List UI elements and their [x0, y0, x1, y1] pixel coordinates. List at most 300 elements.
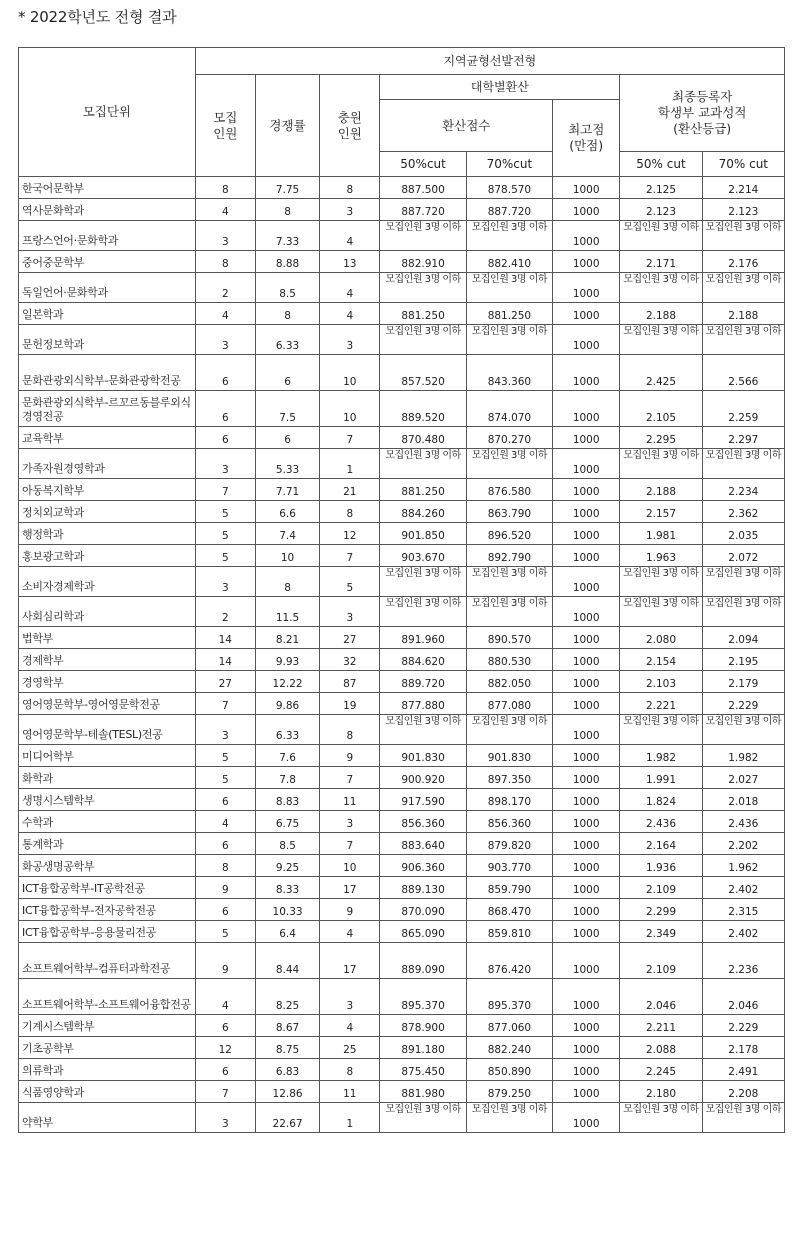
unit-name: 문화관광외식학부-문화관광학전공: [19, 355, 196, 391]
max-score-cell: 1000: [553, 567, 620, 597]
quota-cell: 6: [195, 1015, 255, 1037]
score-cut70-cell: 895.370: [466, 979, 552, 1015]
grade-cut70-cell: 2.234: [702, 479, 784, 501]
grade-cut50-cell: 2.157: [620, 501, 702, 523]
table-row: [19, 251, 785, 273]
max-score-cell: 1000: [553, 767, 620, 789]
unit-name: 문헌정보학과: [19, 325, 196, 355]
competition-cell: 7.8: [255, 767, 319, 789]
score-cut50-cell: 889.130: [380, 877, 466, 899]
quota-cell: 7: [195, 693, 255, 715]
score-cut70-cell: 859.790: [466, 877, 552, 899]
table-row: [19, 877, 785, 899]
table-row: [19, 501, 785, 523]
table-row: [19, 979, 785, 1015]
header-cut50: 50%cut: [380, 152, 466, 177]
unit-name: ICT융합공학부-IT공학전공: [19, 877, 196, 899]
grade-cut70-cell: 2.491: [702, 1059, 784, 1081]
score-cut50-cell: 881.250: [380, 479, 466, 501]
max-score-cell: 1000: [553, 649, 620, 671]
quota-cell: 14: [195, 627, 255, 649]
unit-name: 화학과: [19, 767, 196, 789]
additional-cell: 11: [320, 1081, 380, 1103]
grade-cut50-cell: 2.188: [620, 303, 702, 325]
grade-cut70-cell: 2.027: [702, 767, 784, 789]
grade-cut50-cell: 2.180: [620, 1081, 702, 1103]
additional-cell: 7: [320, 427, 380, 449]
max-score-cell: 1000: [553, 355, 620, 391]
competition-cell: 8.5: [255, 833, 319, 855]
unit-name: 통계학과: [19, 833, 196, 855]
additional-cell: 12: [320, 523, 380, 545]
grade-cut50-cell: 모집인원 3명 이하: [620, 567, 702, 597]
grade-cut50-cell: 2.088: [620, 1037, 702, 1059]
additional-cell: 9: [320, 899, 380, 921]
quota-cell: 4: [195, 303, 255, 325]
additional-cell: 32: [320, 649, 380, 671]
grade-cut70-cell: 2.402: [702, 921, 784, 943]
score-cut70-cell: 897.350: [466, 767, 552, 789]
score-cut50-cell: 865.090: [380, 921, 466, 943]
score-cut70-cell: 모집인원 3명 이하: [466, 221, 552, 251]
competition-cell: 8: [255, 567, 319, 597]
table-row: [19, 899, 785, 921]
table-row: [19, 303, 785, 325]
max-score-cell: 1000: [553, 745, 620, 767]
grade-cut50-cell: 2.188: [620, 479, 702, 501]
grade-cut50-cell: 2.109: [620, 877, 702, 899]
competition-cell: 7.75: [255, 177, 319, 199]
competition-cell: 6.33: [255, 715, 319, 745]
grade-cut70-cell: 2.018: [702, 789, 784, 811]
quota-cell: 3: [195, 567, 255, 597]
grade-cut50-cell: 1.824: [620, 789, 702, 811]
grade-cut70-cell: 2.402: [702, 877, 784, 899]
additional-cell: 87: [320, 671, 380, 693]
unit-name: 아동복지학부: [19, 479, 196, 501]
max-score-cell: 1000: [553, 325, 620, 355]
competition-cell: 8.33: [255, 877, 319, 899]
grade-cut70-cell: 모집인원 3명 이하: [702, 567, 784, 597]
grade-cut70-cell: 2.195: [702, 649, 784, 671]
score-cut50-cell: 875.450: [380, 1059, 466, 1081]
additional-cell: 10: [320, 391, 380, 427]
unit-name: 영어영문학부-테솔(TESL)전공: [19, 715, 196, 745]
additional-cell: 8: [320, 715, 380, 745]
max-score-cell: 1000: [553, 251, 620, 273]
additional-cell: 9: [320, 745, 380, 767]
quota-cell: 4: [195, 811, 255, 833]
admission-results-table: [18, 47, 785, 1133]
unit-name: 행정학과: [19, 523, 196, 545]
score-cut70-cell: 모집인원 3명 이하: [466, 449, 552, 479]
competition-cell: 8: [255, 303, 319, 325]
table-row: [19, 325, 785, 355]
quota-cell: 6: [195, 899, 255, 921]
grade-cut50-cell: 2.221: [620, 693, 702, 715]
quota-cell: 14: [195, 649, 255, 671]
score-cut70-cell: 모집인원 3명 이하: [466, 567, 552, 597]
competition-cell: 9.93: [255, 649, 319, 671]
score-cut50-cell: 889.090: [380, 943, 466, 979]
competition-cell: 8.21: [255, 627, 319, 649]
score-cut70-cell: 모집인원 3명 이하: [466, 715, 552, 745]
quota-cell: 6: [195, 1059, 255, 1081]
grade-cut50-cell: 모집인원 3명 이하: [620, 221, 702, 251]
score-cut50-cell: 870.480: [380, 427, 466, 449]
table-row: [19, 177, 785, 199]
additional-cell: 1: [320, 1103, 380, 1133]
additional-cell: 11: [320, 789, 380, 811]
max-score-cell: 1000: [553, 545, 620, 567]
score-cut50-cell: 모집인원 3명 이하: [380, 715, 466, 745]
max-score-cell: 1000: [553, 221, 620, 251]
competition-cell: 6.75: [255, 811, 319, 833]
competition-cell: 8.44: [255, 943, 319, 979]
competition-cell: 7.6: [255, 745, 319, 767]
competition-cell: 8.75: [255, 1037, 319, 1059]
score-cut50-cell: 891.180: [380, 1037, 466, 1059]
header-grade-cut50: 50% cut: [620, 152, 702, 177]
unit-name: 경제학부: [19, 649, 196, 671]
table-row: [19, 355, 785, 391]
score-cut70-cell: 892.790: [466, 545, 552, 567]
additional-cell: 8: [320, 501, 380, 523]
unit-name: 미디어학부: [19, 745, 196, 767]
competition-cell: 5.33: [255, 449, 319, 479]
table-row: [19, 671, 785, 693]
table-row: [19, 391, 785, 427]
competition-cell: 6.33: [255, 325, 319, 355]
competition-cell: 6: [255, 427, 319, 449]
competition-cell: 6.6: [255, 501, 319, 523]
quota-cell: 5: [195, 921, 255, 943]
quota-cell: 9: [195, 877, 255, 899]
score-cut70-cell: 859.810: [466, 921, 552, 943]
score-cut70-cell: 877.080: [466, 693, 552, 715]
score-cut50-cell: 모집인원 3명 이하: [380, 567, 466, 597]
competition-cell: 9.25: [255, 855, 319, 877]
quota-cell: 5: [195, 501, 255, 523]
grade-cut50-cell: 모집인원 3명 이하: [620, 1103, 702, 1133]
grade-cut70-cell: 2.094: [702, 627, 784, 649]
table-row: [19, 767, 785, 789]
quota-cell: 6: [195, 355, 255, 391]
score-cut50-cell: 모집인원 3명 이하: [380, 221, 466, 251]
unit-name: 가족자원경영학과: [19, 449, 196, 479]
max-score-cell: 1000: [553, 877, 620, 899]
quota-cell: 9: [195, 943, 255, 979]
score-cut50-cell: 901.830: [380, 745, 466, 767]
quota-cell: 7: [195, 1081, 255, 1103]
competition-cell: 8.25: [255, 979, 319, 1015]
table-row: [19, 1081, 785, 1103]
table-row: [19, 523, 785, 545]
quota-cell: 6: [195, 391, 255, 427]
unit-name: 문화관광외식학부-르꼬르동블루외식경영전공: [19, 391, 196, 427]
grade-cut70-cell: 2.176: [702, 251, 784, 273]
score-cut70-cell: 874.070: [466, 391, 552, 427]
unit-name: 생명시스템학부: [19, 789, 196, 811]
additional-cell: 7: [320, 833, 380, 855]
grade-cut50-cell: 1.982: [620, 745, 702, 767]
grade-cut50-cell: 모집인원 3명 이하: [620, 597, 702, 627]
table-row: [19, 649, 785, 671]
quota-cell: 3: [195, 715, 255, 745]
grade-cut70-cell: 2.259: [702, 391, 784, 427]
quota-cell: 8: [195, 855, 255, 877]
grade-cut70-cell: 2.179: [702, 671, 784, 693]
score-cut50-cell: 891.960: [380, 627, 466, 649]
grade-cut70-cell: 모집인원 3명 이하: [702, 325, 784, 355]
additional-cell: 3: [320, 979, 380, 1015]
grade-cut70-cell: 2.035: [702, 523, 784, 545]
max-score-cell: 1000: [553, 789, 620, 811]
quota-cell: 7: [195, 479, 255, 501]
grade-cut50-cell: 2.425: [620, 355, 702, 391]
score-cut70-cell: 모집인원 3명 이하: [466, 325, 552, 355]
score-cut70-cell: 901.830: [466, 745, 552, 767]
score-cut50-cell: 895.370: [380, 979, 466, 1015]
grade-cut50-cell: 모집인원 3명 이하: [620, 449, 702, 479]
max-score-cell: 1000: [553, 1059, 620, 1081]
header-final-reg: 최종등록자 학생부 교과성적 (환산등급): [620, 75, 785, 152]
grade-cut70-cell: 1.982: [702, 745, 784, 767]
additional-cell: 4: [320, 303, 380, 325]
table-row: [19, 693, 785, 715]
max-score-cell: 1000: [553, 1081, 620, 1103]
additional-cell: 21: [320, 479, 380, 501]
competition-cell: 12.22: [255, 671, 319, 693]
grade-cut70-cell: 2.229: [702, 693, 784, 715]
unit-name: ICT융합공학부-전자공학전공: [19, 899, 196, 921]
table-row: [19, 479, 785, 501]
score-cut50-cell: 889.720: [380, 671, 466, 693]
grade-cut70-cell: 2.202: [702, 833, 784, 855]
competition-cell: 6.83: [255, 1059, 319, 1081]
max-score-cell: 1000: [553, 501, 620, 523]
table-row: [19, 567, 785, 597]
additional-cell: 1: [320, 449, 380, 479]
additional-cell: 3: [320, 199, 380, 221]
grade-cut70-cell: 모집인원 3명 이하: [702, 715, 784, 745]
competition-cell: 8.67: [255, 1015, 319, 1037]
score-cut70-cell: 882.050: [466, 671, 552, 693]
score-cut50-cell: 모집인원 3명 이하: [380, 1103, 466, 1133]
table-row: [19, 221, 785, 251]
grade-cut50-cell: 2.105: [620, 391, 702, 427]
unit-name: 독일언어·문화학과: [19, 273, 196, 303]
max-score-cell: 1000: [553, 449, 620, 479]
table-row: [19, 943, 785, 979]
quota-cell: 3: [195, 449, 255, 479]
grade-cut70-cell: 2.436: [702, 811, 784, 833]
score-cut50-cell: 883.640: [380, 833, 466, 855]
grade-cut50-cell: 2.171: [620, 251, 702, 273]
max-score-cell: 1000: [553, 199, 620, 221]
grade-cut70-cell: 2.178: [702, 1037, 784, 1059]
competition-cell: 12.86: [255, 1081, 319, 1103]
table-row: [19, 427, 785, 449]
quota-cell: 3: [195, 325, 255, 355]
additional-cell: 17: [320, 877, 380, 899]
table-row: [19, 273, 785, 303]
grade-cut50-cell: 1.963: [620, 545, 702, 567]
quota-cell: 5: [195, 523, 255, 545]
score-cut70-cell: 890.570: [466, 627, 552, 649]
table-body: [19, 177, 785, 1133]
score-cut50-cell: 881.250: [380, 303, 466, 325]
score-cut50-cell: 887.500: [380, 177, 466, 199]
unit-name: 의류학과: [19, 1059, 196, 1081]
score-cut70-cell: 880.530: [466, 649, 552, 671]
grade-cut70-cell: 2.046: [702, 979, 784, 1015]
unit-name: 기계시스템학부: [19, 1015, 196, 1037]
unit-name: 일본학과: [19, 303, 196, 325]
table-row: [19, 921, 785, 943]
header-max-score: 최고점 (만점): [553, 100, 620, 177]
header-cut70: 70%cut: [466, 152, 552, 177]
unit-name: 소프트웨어학부-컴퓨터과학전공: [19, 943, 196, 979]
additional-cell: 8: [320, 1059, 380, 1081]
competition-cell: 11.5: [255, 597, 319, 627]
grade-cut70-cell: 2.566: [702, 355, 784, 391]
score-cut70-cell: 882.410: [466, 251, 552, 273]
max-score-cell: 1000: [553, 943, 620, 979]
unit-name: 소프트웨어학부-소프트웨어융합전공: [19, 979, 196, 1015]
additional-cell: 19: [320, 693, 380, 715]
table-row: [19, 627, 785, 649]
table-row: [19, 715, 785, 745]
grade-cut70-cell: 2.208: [702, 1081, 784, 1103]
table-row: [19, 545, 785, 567]
grade-cut50-cell: 1.981: [620, 523, 702, 545]
unit-name: 프랑스언어·문화학과: [19, 221, 196, 251]
grade-cut50-cell: 2.109: [620, 943, 702, 979]
unit-name: 기초공학부: [19, 1037, 196, 1059]
additional-cell: 4: [320, 221, 380, 251]
max-score-cell: 1000: [553, 715, 620, 745]
unit-name: 식품영양학과: [19, 1081, 196, 1103]
max-score-cell: 1000: [553, 427, 620, 449]
grade-cut50-cell: 2.125: [620, 177, 702, 199]
score-cut50-cell: 모집인원 3명 이하: [380, 325, 466, 355]
score-cut70-cell: 878.570: [466, 177, 552, 199]
max-score-cell: 1000: [553, 391, 620, 427]
grade-cut50-cell: 모집인원 3명 이하: [620, 715, 702, 745]
max-score-cell: 1000: [553, 523, 620, 545]
score-cut70-cell: 850.890: [466, 1059, 552, 1081]
quota-cell: 5: [195, 545, 255, 567]
quota-cell: 12: [195, 1037, 255, 1059]
grade-cut50-cell: 2.046: [620, 979, 702, 1015]
max-score-cell: 1000: [553, 833, 620, 855]
score-cut70-cell: 879.820: [466, 833, 552, 855]
header-grade-cut70: 70% cut: [702, 152, 784, 177]
score-cut50-cell: 857.520: [380, 355, 466, 391]
grade-cut70-cell: 모집인원 3명 이하: [702, 597, 784, 627]
grade-cut50-cell: 1.991: [620, 767, 702, 789]
score-cut50-cell: 모집인원 3명 이하: [380, 449, 466, 479]
header-quota: 모집 인원: [195, 75, 255, 177]
header-unit: 모집단위: [19, 48, 196, 177]
score-cut50-cell: 877.880: [380, 693, 466, 715]
quota-cell: 3: [195, 1103, 255, 1133]
max-score-cell: 1000: [553, 303, 620, 325]
score-cut50-cell: 901.850: [380, 523, 466, 545]
grade-cut70-cell: 2.214: [702, 177, 784, 199]
unit-name: 소비자경제학과: [19, 567, 196, 597]
competition-cell: 10.33: [255, 899, 319, 921]
competition-cell: 10: [255, 545, 319, 567]
score-cut70-cell: 896.520: [466, 523, 552, 545]
max-score-cell: 1000: [553, 671, 620, 693]
additional-cell: 10: [320, 855, 380, 877]
table-row: [19, 789, 785, 811]
quota-cell: 5: [195, 767, 255, 789]
quota-cell: 6: [195, 427, 255, 449]
header-additional: 충원 인원: [320, 75, 380, 177]
competition-cell: 8.5: [255, 273, 319, 303]
score-cut50-cell: 870.090: [380, 899, 466, 921]
grade-cut50-cell: 모집인원 3명 이하: [620, 325, 702, 355]
competition-cell: 6.4: [255, 921, 319, 943]
max-score-cell: 1000: [553, 899, 620, 921]
unit-name: 수학과: [19, 811, 196, 833]
score-cut50-cell: 884.620: [380, 649, 466, 671]
score-cut50-cell: 878.900: [380, 1015, 466, 1037]
grade-cut70-cell: 모집인원 3명 이하: [702, 273, 784, 303]
table-row: [19, 199, 785, 221]
grade-cut70-cell: 모집인원 3명 이하: [702, 1103, 784, 1133]
unit-name: 사회심리학과: [19, 597, 196, 627]
competition-cell: 22.67: [255, 1103, 319, 1133]
additional-cell: 3: [320, 325, 380, 355]
header-group: 지역균형선발전형: [195, 48, 784, 75]
max-score-cell: 1000: [553, 811, 620, 833]
quota-cell: 6: [195, 833, 255, 855]
max-score-cell: 1000: [553, 1103, 620, 1133]
additional-cell: 4: [320, 1015, 380, 1037]
additional-cell: 7: [320, 545, 380, 567]
score-cut50-cell: 887.720: [380, 199, 466, 221]
grade-cut70-cell: 2.297: [702, 427, 784, 449]
score-cut70-cell: 870.270: [466, 427, 552, 449]
quota-cell: 4: [195, 979, 255, 1015]
competition-cell: 8: [255, 199, 319, 221]
competition-cell: 8.83: [255, 789, 319, 811]
competition-cell: 9.86: [255, 693, 319, 715]
table-row: [19, 449, 785, 479]
grade-cut70-cell: 2.072: [702, 545, 784, 567]
table-row: [19, 1037, 785, 1059]
table-row: [19, 833, 785, 855]
grade-cut50-cell: 2.349: [620, 921, 702, 943]
score-cut70-cell: 876.420: [466, 943, 552, 979]
score-cut50-cell: 906.360: [380, 855, 466, 877]
table-row: [19, 811, 785, 833]
table-row: [19, 745, 785, 767]
max-score-cell: 1000: [553, 1037, 620, 1059]
quota-cell: 2: [195, 597, 255, 627]
score-cut50-cell: 모집인원 3명 이하: [380, 597, 466, 627]
grade-cut70-cell: 2.123: [702, 199, 784, 221]
table-row: [19, 597, 785, 627]
header-univ-conv: 대학별환산: [380, 75, 620, 100]
grade-cut70-cell: 1.962: [702, 855, 784, 877]
score-cut70-cell: 898.170: [466, 789, 552, 811]
table-row: [19, 1103, 785, 1133]
